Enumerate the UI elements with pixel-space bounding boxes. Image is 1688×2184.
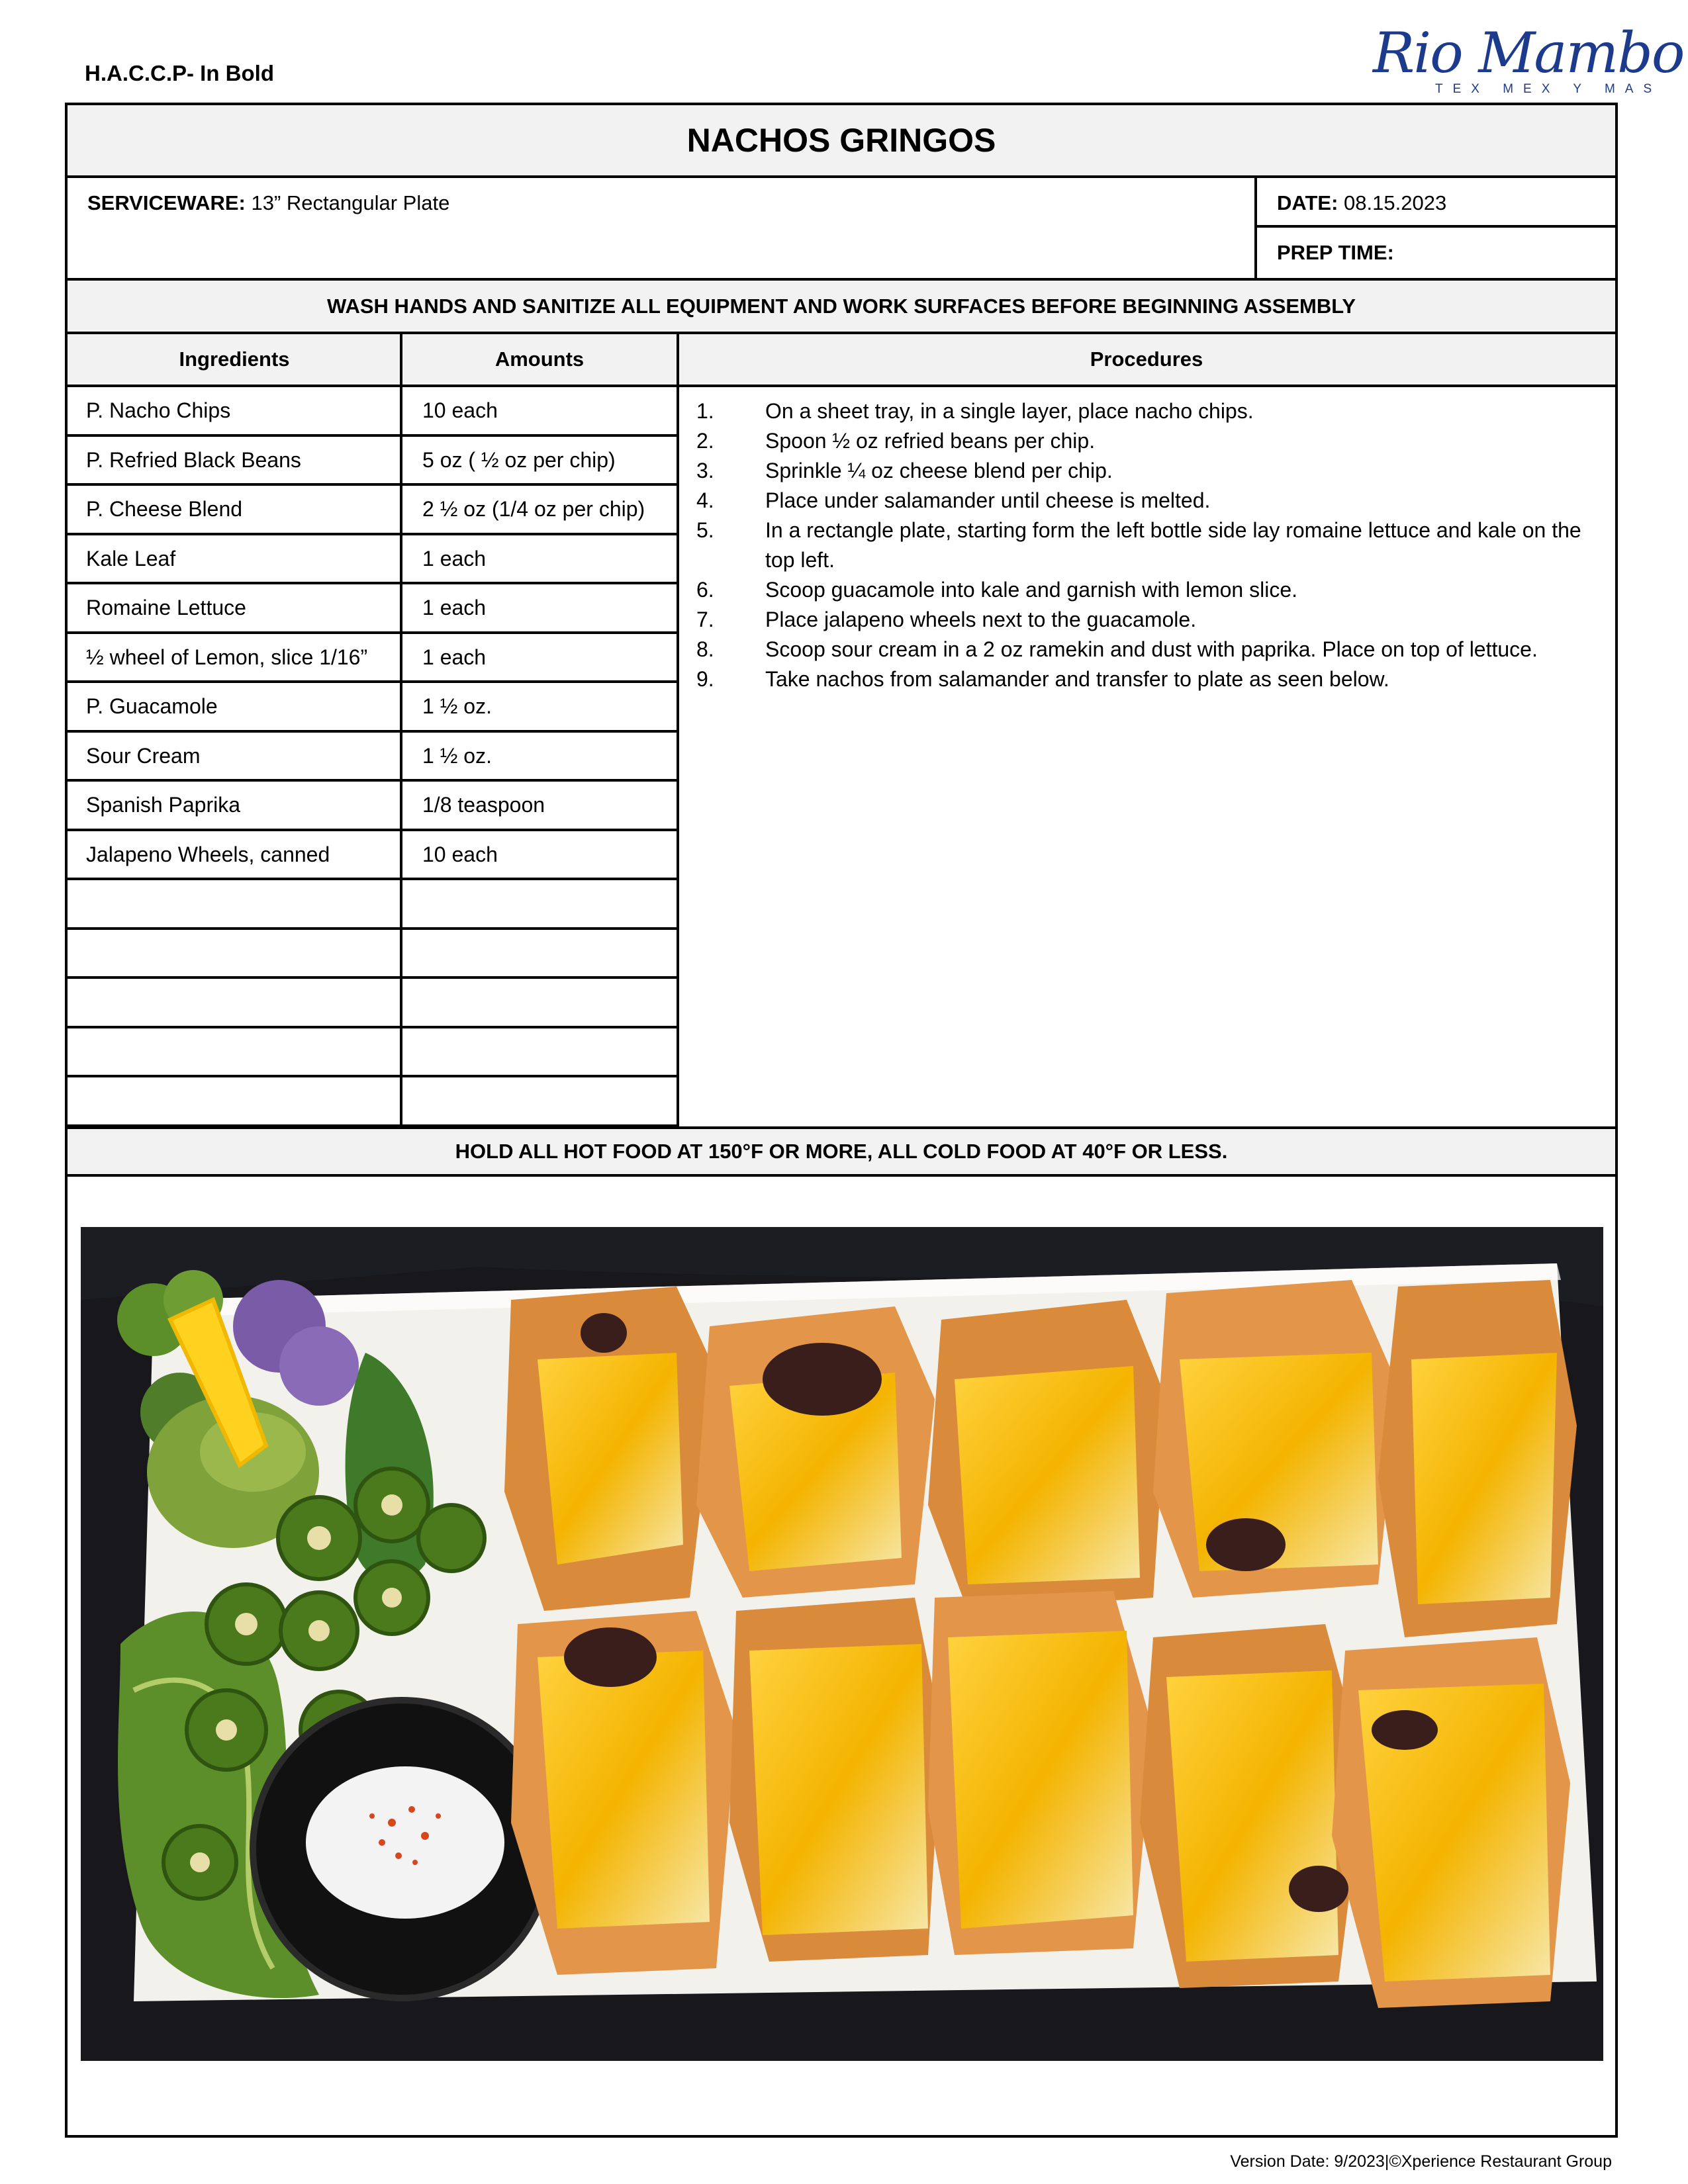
- plated-dish-illustration: [81, 1227, 1603, 2061]
- ingredients-header: Ingredients: [68, 334, 401, 387]
- logo-tagline: TEX MEX Y MAS: [1435, 82, 1662, 96]
- haccp-note: H.A.C.C.P- In Bold: [85, 61, 274, 85]
- ingredient-row: [68, 486, 678, 535]
- procedure-step: [696, 426, 1603, 456]
- ingredient-row: [68, 733, 678, 782]
- procedure-step-number: 3.: [696, 459, 714, 482]
- ingredient-name: P. Nacho Chips: [86, 398, 231, 422]
- ingredient-row: [68, 880, 678, 930]
- recipe-title: NACHOS GRINGOS: [68, 105, 1615, 178]
- procedure-step: [696, 456, 1603, 486]
- ingredient-row: [68, 1077, 678, 1127]
- procedure-step-text: Take nachos from salamander and transfer to plate as seen below.: [765, 667, 1389, 691]
- amounts-header: Amounts: [401, 334, 678, 387]
- ingredient-amount: 10 each: [422, 398, 498, 422]
- procedure-step-number: 1.: [696, 399, 714, 423]
- ingredient-row: [68, 535, 678, 585]
- ingredient-amount: 1 each: [422, 546, 487, 570]
- procedures-list: [696, 396, 1603, 694]
- procedure-step-number: 4.: [696, 488, 714, 512]
- ingredient-name: Kale Leaf: [86, 546, 176, 570]
- ingredient-row: [68, 437, 678, 486]
- procedure-step: [696, 516, 1603, 575]
- ingredient-name: P. Refried Black Beans: [86, 447, 301, 472]
- logo-script-text: Rio Mambo: [1373, 21, 1684, 85]
- version-footer: Version Date: 9/2023|©Xperience Restaurant Group: [1230, 2152, 1612, 2171]
- procedures-header: Procedures: [678, 334, 1615, 387]
- prep-time-label: PREP TIME:: [1277, 241, 1394, 264]
- ingredient-name: ½ wheel of Lemon, slice 1/16”: [86, 645, 368, 669]
- ingredient-amount: 1/8 teaspoon: [422, 793, 545, 817]
- ingredient-row: [68, 387, 678, 437]
- procedure-step-text: Scoop sour cream in a 2 oz ramekin and dust with paprika. Place on top of lettuce.: [765, 637, 1538, 661]
- procedure-step-number: 2.: [696, 429, 714, 453]
- ingredient-row: [68, 584, 678, 634]
- ingredient-row: [68, 979, 678, 1028]
- procedure-step-number: 7.: [696, 608, 714, 631]
- procedure-step: [696, 664, 1603, 694]
- ingredient-row: [68, 1028, 678, 1078]
- ingredient-row: [68, 831, 678, 881]
- ingredient-amount: 1 ½ oz.: [422, 743, 492, 768]
- procedure-step-text: Scoop guacamole into kale and garnish with lemon slice.: [765, 578, 1298, 602]
- ingredient-row: [68, 782, 678, 831]
- ingredient-name: P. Guacamole: [86, 694, 218, 718]
- ingredient-amount: 10 each: [422, 842, 498, 866]
- procedure-step: [696, 486, 1603, 516]
- procedure-step-number: 5.: [696, 518, 714, 542]
- ingredient-amount: 1 each: [422, 596, 487, 619]
- procedure-step-number: 9.: [696, 667, 714, 691]
- ingredient-amount: 2 ½ oz (1/4 oz per chip): [422, 497, 645, 521]
- procedure-step-text: In a rectangle plate, starting form the left bottle side lay romaine lettuce and kale on the top left.: [765, 518, 1581, 572]
- procedure-step-number: 6.: [696, 578, 714, 602]
- plated-dish-photo: [81, 1227, 1603, 2061]
- procedure-step: [696, 635, 1603, 664]
- ingredient-amount: 1 each: [422, 645, 487, 669]
- wash-notice: WASH HANDS AND SANITIZE ALL EQUIPMENT AND WORK SURFACES BEFORE BEGINNING ASSEMBLY: [68, 281, 1615, 334]
- procedure-step: [696, 396, 1603, 426]
- procedure-step: [696, 575, 1603, 605]
- procedure-step-text: Place jalapeno wheels next to the guacamole.: [765, 608, 1197, 631]
- column-divider: [677, 334, 679, 1126]
- ingredient-name: P. Cheese Blend: [86, 497, 243, 521]
- ingredient-row: [68, 634, 678, 684]
- date-cell: [1257, 178, 1615, 228]
- procedure-step-text: Place under salamander until cheese is melted.: [765, 488, 1211, 512]
- serviceware-value: 13” Rectangular Plate: [251, 191, 450, 214]
- procedure-step-text: Sprinkle ¼ oz cheese blend per chip.: [765, 459, 1113, 482]
- ingredient-name: Spanish Paprika: [86, 793, 241, 817]
- ingredient-amount: 1 ½ oz.: [422, 694, 492, 718]
- serviceware-cell: [68, 178, 1257, 281]
- procedure-step-text: Spoon ½ oz refried beans per chip.: [765, 429, 1096, 453]
- procedure-step: [696, 605, 1603, 635]
- column-divider: [400, 334, 402, 1126]
- ingredient-amount: 5 oz ( ½ oz per chip): [422, 447, 616, 472]
- prep-time-cell: [1257, 228, 1615, 281]
- date-value: 08.15.2023: [1344, 191, 1447, 214]
- recipe-card: [65, 103, 1618, 2138]
- sour-cream-ramekin: [253, 1700, 551, 1998]
- date-label: DATE:: [1277, 191, 1338, 214]
- ingredient-row: [68, 683, 678, 733]
- ingredient-name: Sour Cream: [86, 743, 201, 768]
- hold-notice: HOLD ALL HOT FOOD AT 150°F OR MORE, ALL COLD FOOD AT 40°F OR LESS.: [68, 1126, 1615, 1177]
- ingredient-name: Romaine Lettuce: [86, 596, 246, 619]
- rio-mambo-logo: [1370, 20, 1684, 96]
- ingredient-row: [68, 930, 678, 979]
- serviceware-label: SERVICEWARE:: [87, 191, 246, 214]
- procedure-step-number: 8.: [696, 637, 714, 661]
- ingredient-name: Jalapeno Wheels, canned: [86, 842, 330, 866]
- procedure-step-text: On a sheet tray, in a single layer, place nacho chips.: [765, 399, 1254, 423]
